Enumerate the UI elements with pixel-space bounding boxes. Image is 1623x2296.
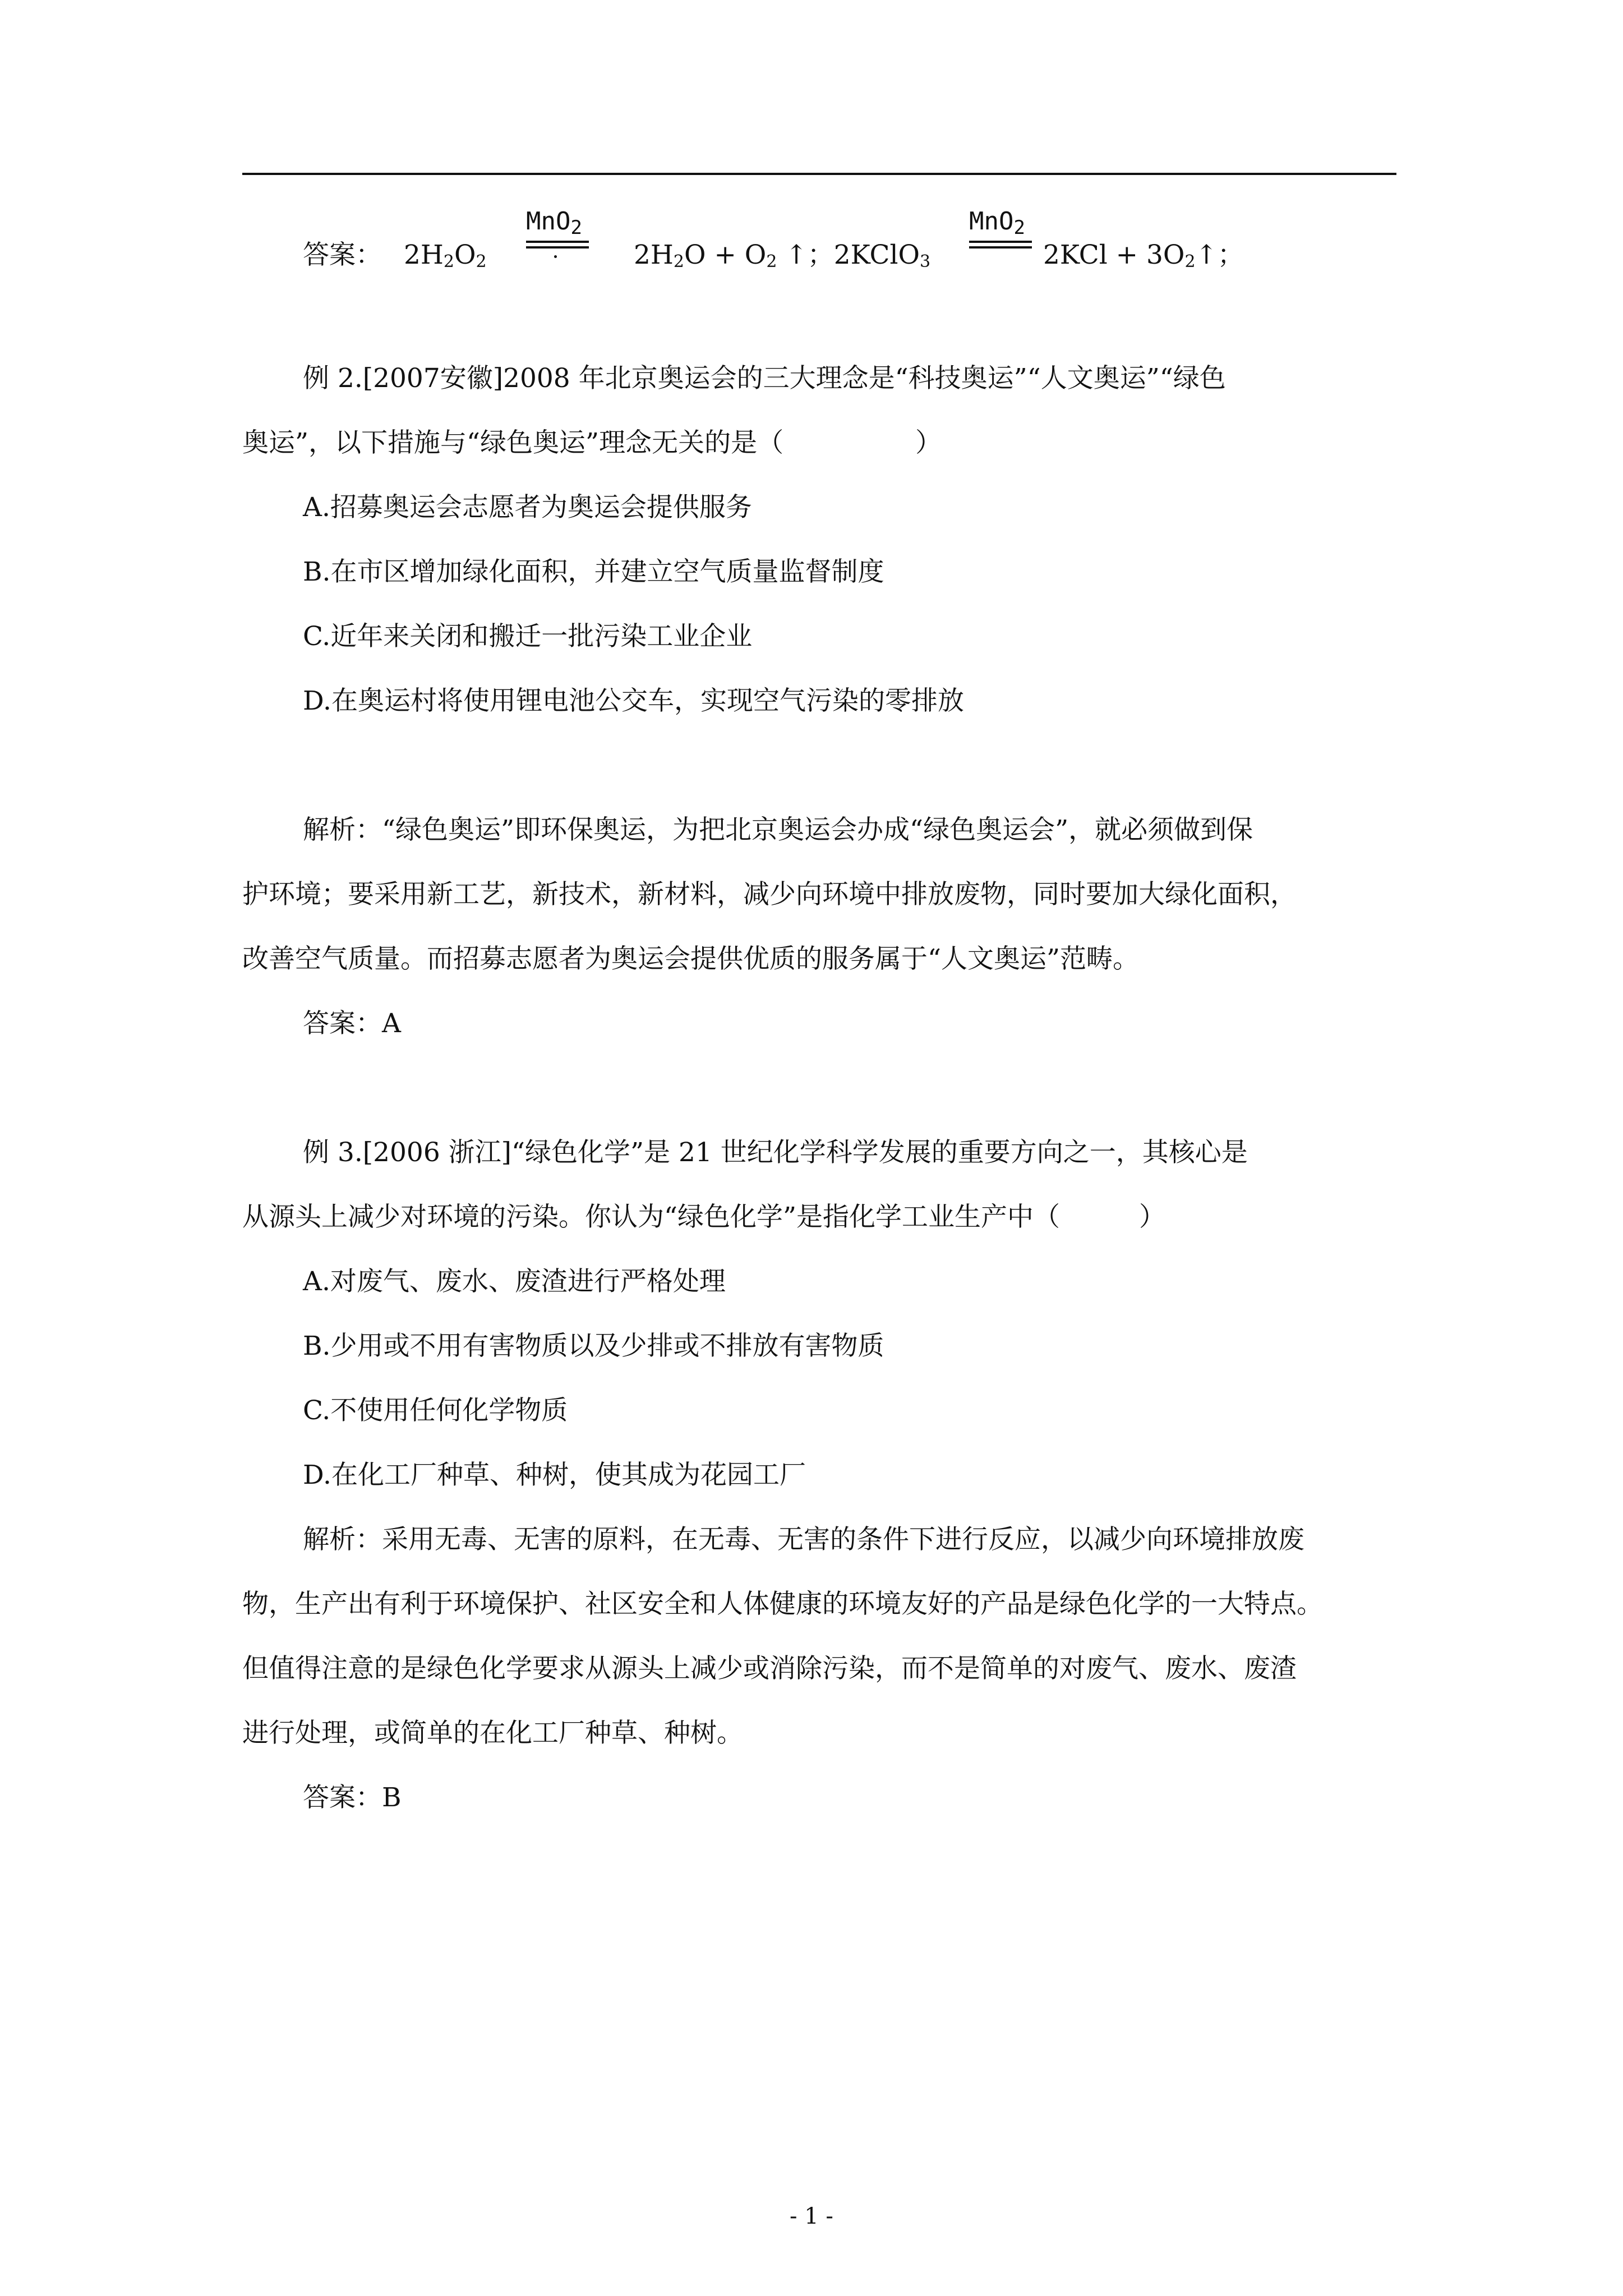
example3-option-a: A.对废气、废水、废渣进行严格处理	[303, 1266, 726, 1297]
example2-question-line2: 奥运”，以下措施与“绿色奥运”理念无关的是（ ）	[242, 427, 942, 458]
example3-analysis-line4: 进行处理，或简单的在化工厂种草、种树。	[242, 1718, 743, 1749]
products-2: $2KCl + 3O_2↑$；	[1043, 240, 1244, 272]
example2-option-c: C.近年来关闭和搬迁一批污染工业企业	[303, 621, 753, 652]
catalyst-mno2-arrow-1	[526, 209, 610, 271]
example2-question-line1: 例 2.[2007安徽]2008 年北京奥运会的三大理念是“科技奥运”“人文奥运”“绿色	[303, 363, 1226, 394]
page-number: - 1 -	[790, 2203, 833, 2229]
header-rule	[242, 173, 1396, 175]
example2-analysis-line2: 护环境；要采用新工艺，新技术，新材料，减少向环境中排放废物，同时要加大绿化面积，	[242, 879, 1297, 910]
example2-option-b: B.在市区增加绿化面积，并建立空气质量监督制度	[303, 556, 884, 587]
example2-analysis-line3: 改善空气质量。而招募志愿者为奥运会提供优质的服务属于“人文奥运”范畴。	[242, 944, 1140, 974]
example2-answer: 答案：A	[303, 1008, 401, 1039]
answer-equation-line	[0, 207, 1623, 306]
example3-option-c: C.不使用任何化学物质	[303, 1395, 568, 1426]
catalyst-label: MnO$_2$	[969, 207, 1025, 239]
catalyst-label: MnO$_2$	[526, 207, 582, 239]
example3-analysis-line1: 解析：采用无毒、无害的原料，在无毒、无害的条件下进行反应，以减少向环境排放废	[303, 1524, 1304, 1555]
products-1: $2H_2O + O_2$ ↑；2KClO$_3$	[634, 240, 931, 272]
example3-analysis-line3: 但值得注意的是绿色化学要求从源头上减少或消除污染，而不是简单的对废气、废水、废渣	[242, 1653, 1297, 1684]
example3-analysis-line2: 物，生产出有利于环境保护、社区安全和人体健康的环境友好的产品是绿色化学的一大特点。	[242, 1589, 1323, 1619]
example3-question-line2: 从源头上减少对环境的污染。你认为“绿色化学”是指化学工业生产中（ ）	[242, 1202, 1166, 1232]
reactant-h2o2: $2H_2O_2$	[404, 240, 487, 272]
example2-option-d: D.在奥运村将使用锂电池公交车，实现空气污染的零排放	[303, 685, 964, 716]
example3-question-line1: 例 3.[2006 浙江]“绿色化学”是 21 世纪化学科学发展的重要方向之一，其核心是	[303, 1137, 1248, 1168]
catalyst-mno2-arrow-2	[969, 209, 1053, 271]
answer-label: 答案：	[303, 240, 382, 270]
example2-option-a: A.招募奥运会志愿者为奥运会提供服务	[303, 492, 752, 523]
example3-option-b: B.少用或不用有害物质以及少排或不排放有害物质	[303, 1331, 884, 1361]
example2-analysis-line1: 解析：“绿色奥运”即环保奥运，为把北京奥运会办成“绿色奥运会”，就必须做到保	[303, 815, 1253, 845]
example3-option-d: D.在化工厂种草、种树，使其成为花园工厂	[303, 1460, 806, 1490]
example3-answer: 答案：B	[303, 1782, 402, 1813]
